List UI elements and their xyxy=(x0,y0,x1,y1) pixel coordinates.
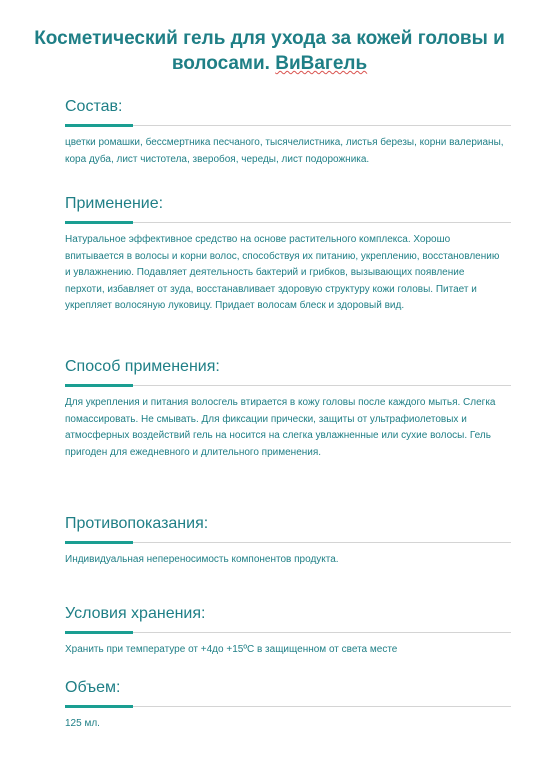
section-text: Индивидуальная непереносимость компонентов продукта. xyxy=(65,554,339,565)
section-accent-bar xyxy=(65,631,133,634)
section-heading: Применение: xyxy=(65,195,164,212)
document-title xyxy=(0,26,539,76)
section-heading: Условия хранения: xyxy=(65,605,206,622)
section-heading: Способ применения: xyxy=(65,358,220,375)
section-text: Для укрепления и питания волосгель втирается в кожу головы после каждого мытья. Слегка помассировать. Не смывать. Для фиксации прически, защиты от ультрафиолетовых и атмосферных воздействий гель на носится на слегка увлажненные или сухие волосы. Гель пригоден для ежедневного и длительного применения. xyxy=(65,397,496,458)
section-heading: Состав: xyxy=(65,98,123,115)
title-main: Косметический гель для ухода за кожей головы и волосами. xyxy=(34,28,505,74)
section-accent-bar xyxy=(65,124,133,127)
section-heading: Объем: xyxy=(65,679,121,696)
section-accent-bar xyxy=(65,221,133,224)
title-brand: ВиВагель xyxy=(275,53,368,74)
section-text: 125 мл. xyxy=(65,718,100,729)
section-text: Хранить при температуре от +4до +15ºС в защищенном от света месте xyxy=(65,644,398,655)
section-accent-bar xyxy=(65,541,133,544)
section-accent-bar xyxy=(65,705,133,708)
section-text: Натуральное эффективное средство на основе растительного комплекса. Хорошо впитывается в волосы и корни волос, способствуя их питанию, укреплению, восстановлению и увлажнению. Подавляет деятельность бактерий и грибков, вызывающих появление перхоти, избавляет от зуда, восстанавливает здоровую структуру кожи головы. Питает и укрепляет волосяную луковицу. Придает волосам блеск и здоровый вид. xyxy=(65,234,500,311)
section-accent-bar xyxy=(65,384,133,387)
section-text: цветки ромашки, бессмертника песчаного, тысячелистника, листья березы, корни валерианы, кора дуба, лист чистотела, зверобоя, череды, лист подорожника. xyxy=(65,137,504,165)
section-heading: Противопоказания: xyxy=(65,515,209,532)
